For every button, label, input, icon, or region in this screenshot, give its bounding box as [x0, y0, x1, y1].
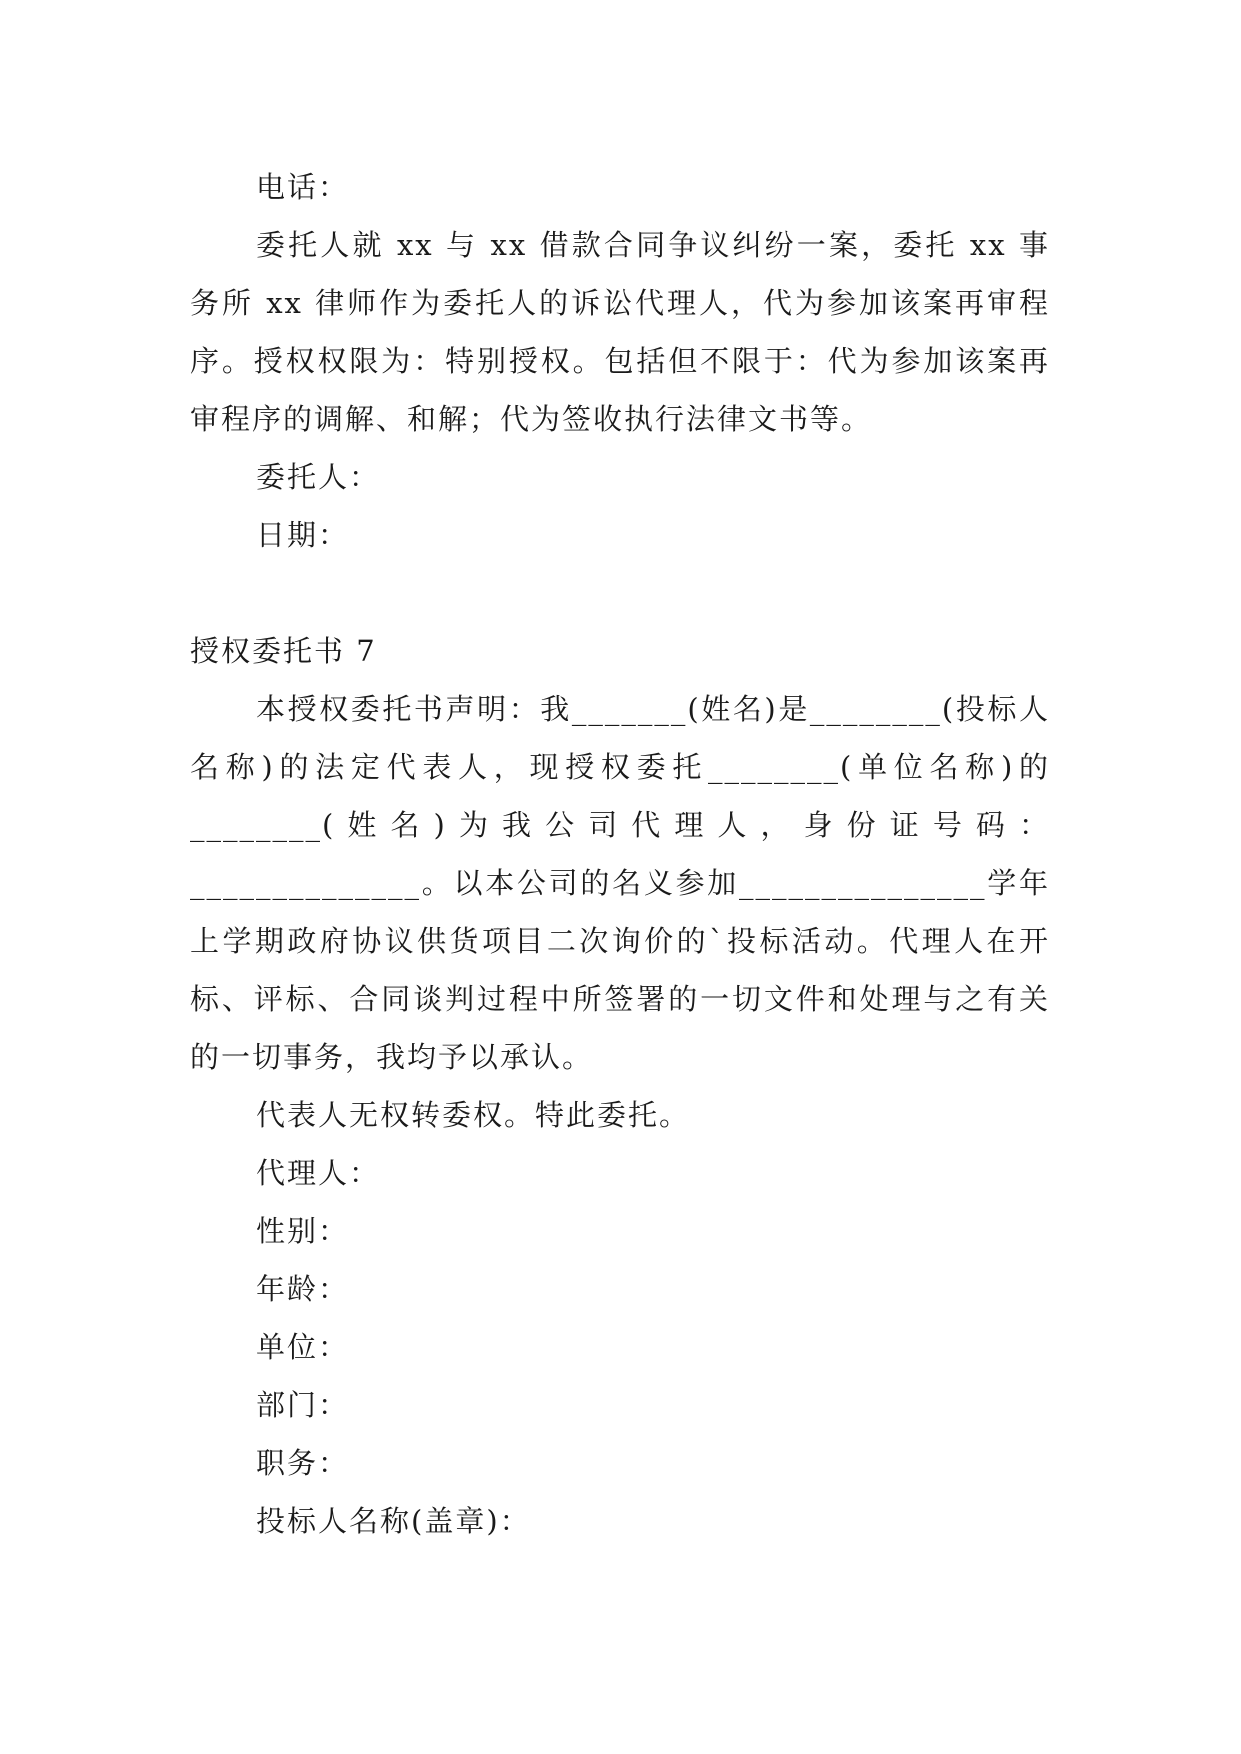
document-body [190, 158, 1050, 1550]
field-department: 部门： [256, 1388, 350, 1422]
field-position: 职务： [256, 1446, 350, 1480]
no-sub-delegation-note: 代表人无权转委权。特此委托。 [256, 1098, 691, 1132]
date-label: 日期： [256, 518, 350, 552]
field-unit: 单位： [256, 1330, 350, 1364]
authorization-statement: 本授权委托书声明：我_______(姓名)是________(投标人名称)的法定代表人，现授权委托________(单位名称)的________(姓名)为我公司代理人，身份证号码：______________。以本公司的名义参加_______________学年上学期政府协议供货项目二次询价的`投标活动。代理人在开标、评标、合同谈判过程中所签署的一切文件和处理与之有关的一切事务，我均予以承认。 [190, 692, 1050, 1074]
principal-label: 委托人： [256, 460, 381, 494]
delegation-paragraph: 委托人就 xx 与 xx 借款合同争议纠纷一案，委托 xx 事务所 xx 律师作为委托人的诉讼代理人，代为参加该案再审程序。授权权限为：特别授权。包括但不限于：代为参加该案再审程序的调解、和解；代为签收执行法律文书等。 [190, 228, 1050, 436]
section-title: 授权委托书 7 [190, 634, 377, 668]
field-age: 年龄： [256, 1272, 350, 1306]
field-gender: 性别： [256, 1214, 350, 1248]
phone-label: 电话： [256, 170, 350, 204]
field-agent: 代理人： [256, 1156, 381, 1190]
field-bidder-name-seal: 投标人名称(盖章)： [256, 1504, 531, 1538]
section-spacer [190, 564, 1050, 622]
